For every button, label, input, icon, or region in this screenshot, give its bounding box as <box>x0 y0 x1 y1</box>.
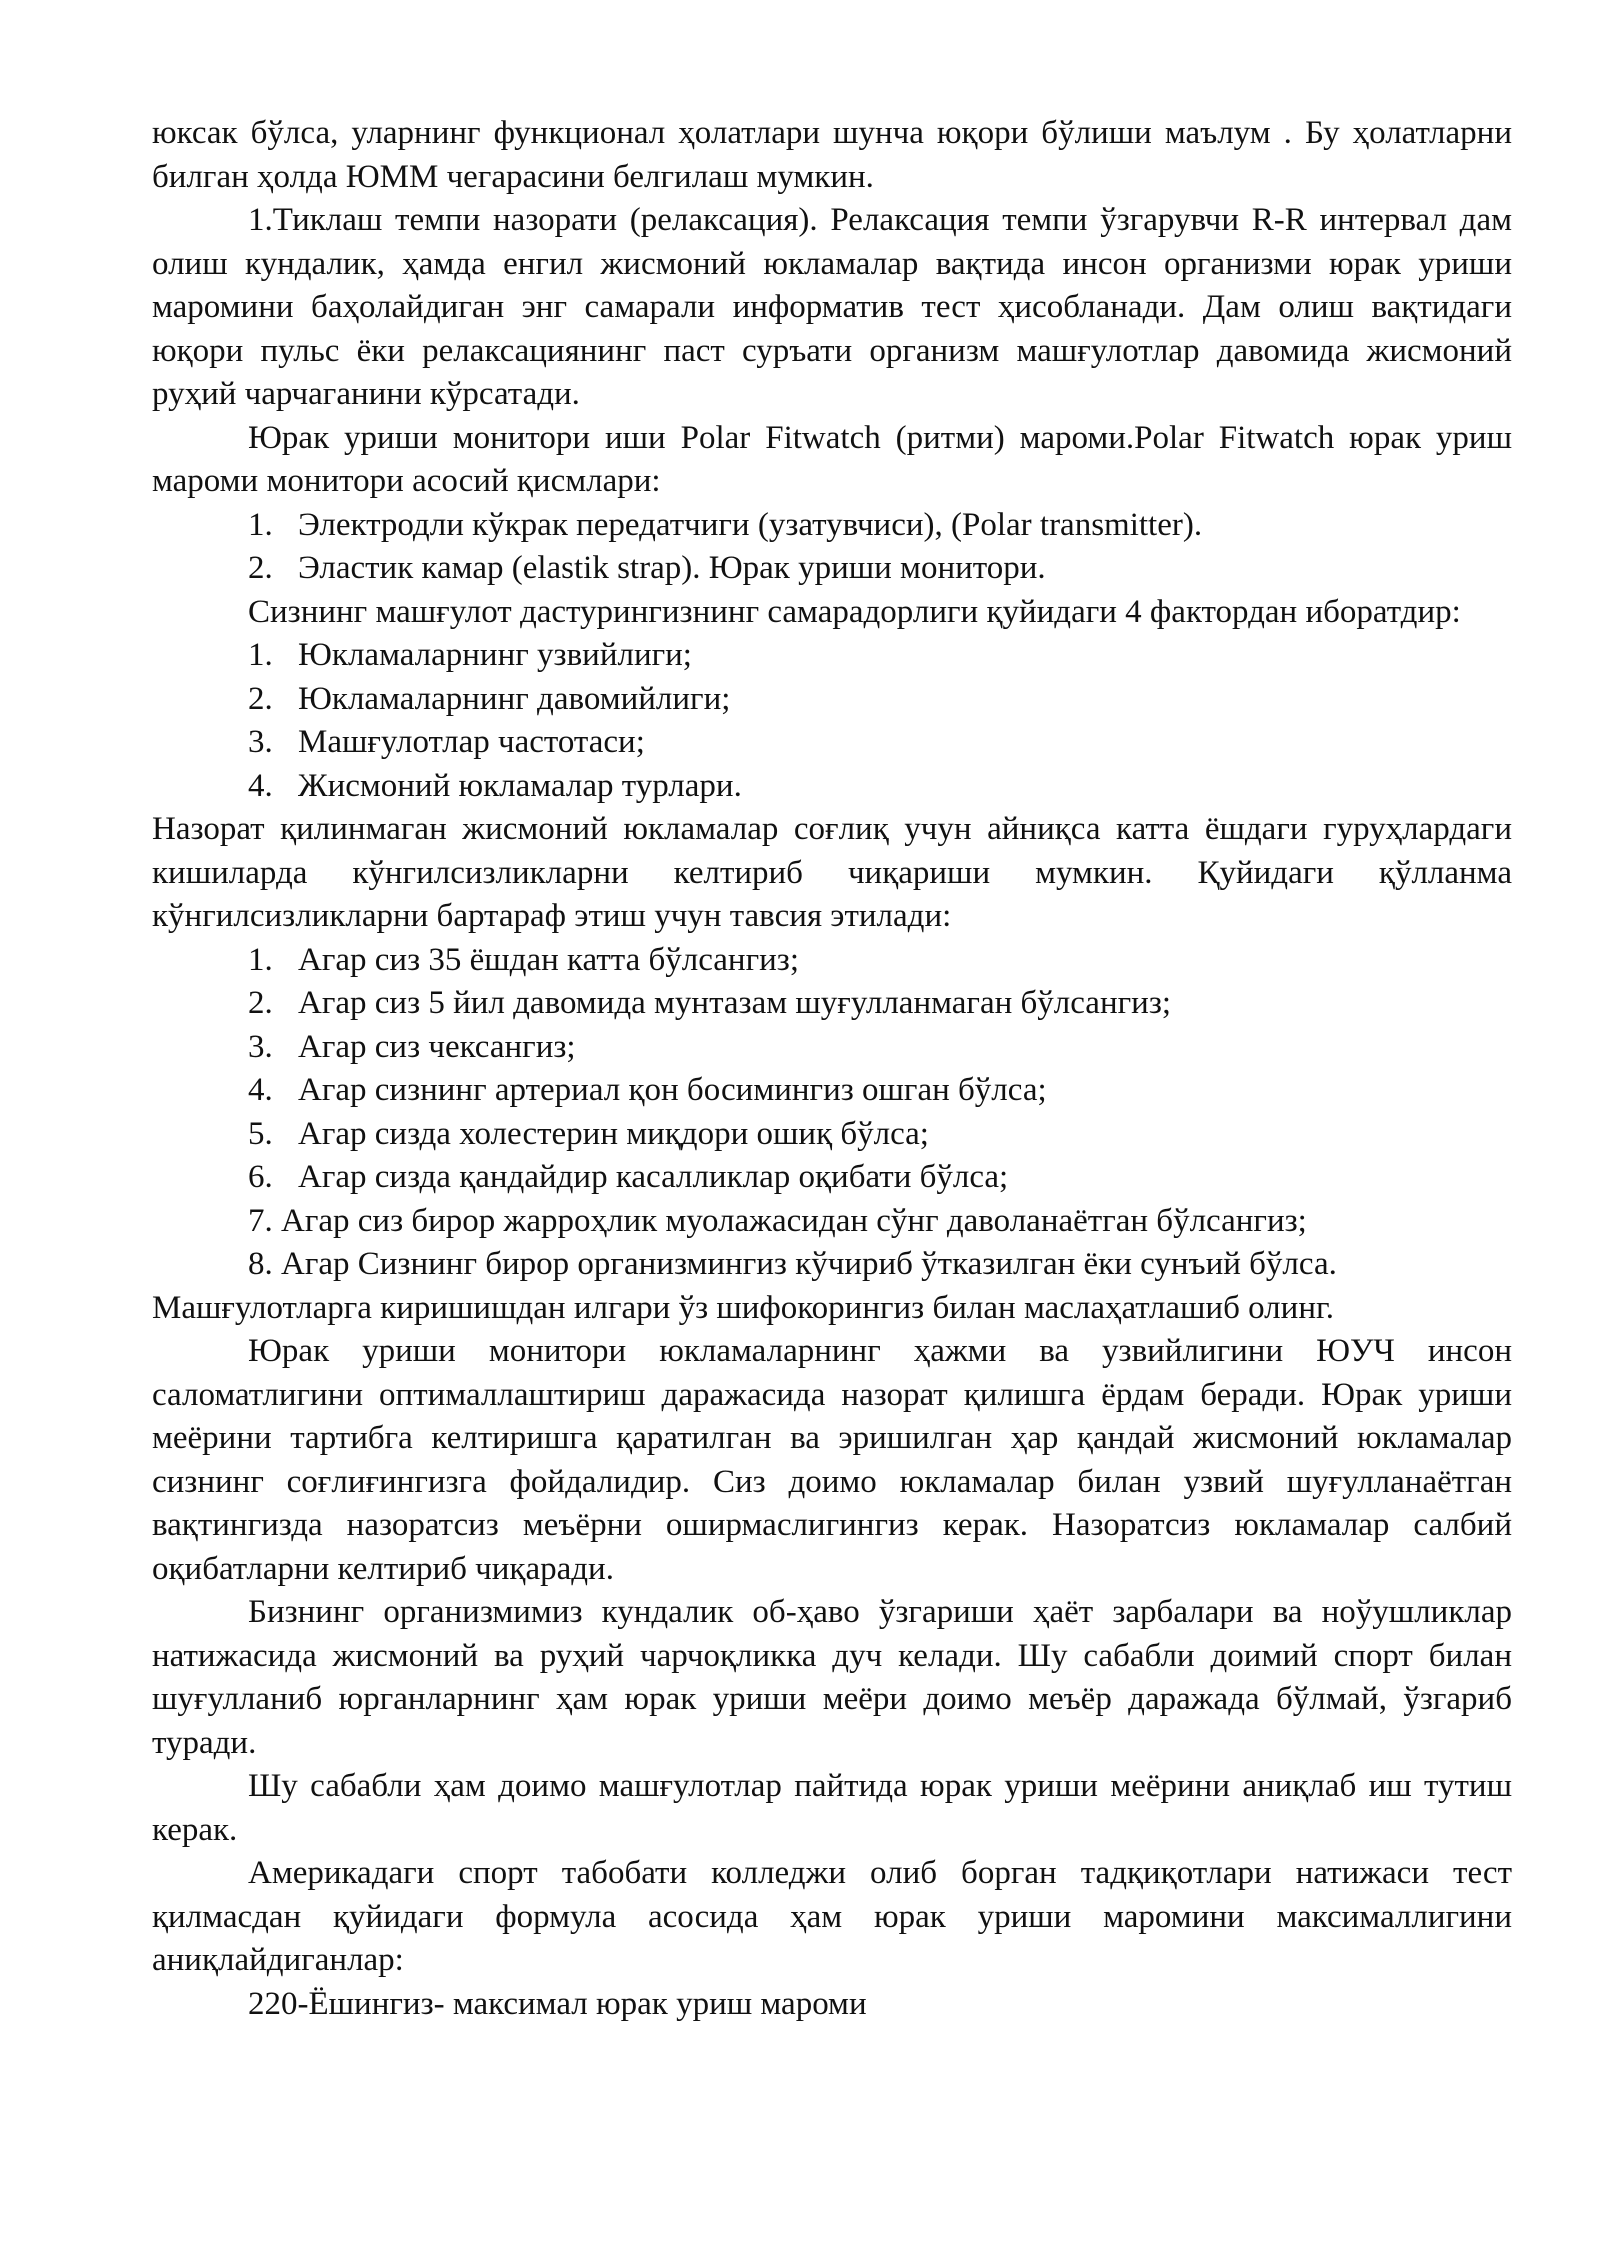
list-item: 6. Агар сизда қандайдир касалликлар оқибати бўлса; <box>248 1159 1009 1195</box>
paragraph-warning-7: 7. Агар сиз бирор жарроҳлик муолажасидан сўнг даволанаётган бўлсангиз; <box>248 1202 1307 1239</box>
list-item: 1. Электродли кўкрак передатчиги (узатувчиси), (Polar transmitter). <box>248 506 1203 543</box>
list-item: 1. Агар сиз 35 ёшдан катта бўлсангиз; <box>248 941 799 978</box>
formula-max-heart-rate: 220-Ёшингиз- максимал юрак уриш мароми <box>248 1985 867 2022</box>
list-item: 3. Машғулотлар частотаси; <box>248 724 645 760</box>
paragraph-consult-doctor: Машғулотларга киришишдан илгари ўз шифокорингиз билан маслаҳатлашиб олинг. <box>152 1289 1335 1326</box>
list-warnings <box>152 939 1512 1200</box>
list-item: 2. Юкламаларнинг давомийлиги; <box>248 680 731 717</box>
list-item: 5. Агар сизда холестерин миқдори ошиқ бўлса; <box>248 1115 929 1152</box>
paragraph-college-research: Америкадаги спорт табобати колледжи олиб борган тадқиқотлари натижаси тест қилмасдан қуйидаги формула асосида ҳам юрак уриши маромини максималлигини аниқлайдиганлар: <box>152 1855 1512 1978</box>
paragraph-monitor: Юрак уриши монитори иши Polar Fitwatch (ритми) мароми.Polar Fitwatch юрак уриш мароми монитори асосий қисмлари: <box>152 419 1512 499</box>
paragraph-measure-heart-rate: Шу сабабли ҳам доимо машғулотлар пайтида юрак уриши меёрини аниқлаб иш тутиш керак. <box>152 1768 1512 1848</box>
paragraph-organism-fatigue: Бизнинг организмимиз кундалик об-ҳаво ўзгариши ҳаёт зарбалари ва ноўушликлар натижасида жисмоний ва руҳий чарчоқликка дуч келади. Шу сабабли доимий спорт билан шуғулланиб юрганларнинг ҳам юрак уриши меёри доимо меъёр даражада бўлмай, ўзгариб туради. <box>152 1594 1512 1761</box>
document-page <box>152 112 1512 2026</box>
paragraph-1: юксак бўлса, уларнинг функционал ҳолатлари шунча юқори бўлиши маълум . Бу ҳолатларни билган ҳолда ЮММ чегарасини белгилаш мумкин. <box>152 115 1512 195</box>
list-item: 2. Эластик камар (elastik strap). Юрак уриши монитори. <box>248 550 1046 586</box>
paragraph-heart-rate-monitor: Юрак уриши монитори юкламаларнинг ҳажми ва узвийлигини ЮУЧ инсон саломатлигини оптималлаштириш даражасида назорат қилишга ёрдам беради. Юрак уриши меёрини тартибга келтиришга қаратилган ва эришилган ҳар қандай жисмоний юкламалар сизнинг соғлиғингизга фойдалидир. Сиз доимо юкламалар билан узвий шуғулланаётган вақтингизда назоратсиз меъёрни оширмаслигингиз керак. Назоратсиз юкламалар салбий оқибатларни келтириб чиқаради. <box>152 1333 1512 1587</box>
paragraph-factors: Сизнинг машғулот дастурингизнинг самарадорлиги қуйидаги 4 фактордан иборатдир: <box>248 593 1461 630</box>
list-item: 4. Агар сизнинг артериал қон босимингиз ошган бўлса; <box>248 1072 1047 1108</box>
list-item: 1. Юкламаларнинг узвийлиги; <box>248 637 692 673</box>
list-factors <box>152 634 1512 808</box>
paragraph-relaxation: 1.Тиклаш темпи назорати (релаксация). Релаксация темпи ўзгарувчи R-R интервал дам олиш кундалик, ҳамда енгил жисмоний юкламалар вақтида инсон организми юрак уриши маромини баҳолайдиган энг самарали информатив тест ҳисобланади. Дам олиш вақтидаги юқори пульс ёки релаксациянинг паст суръати организм машғулотлар давомида жисмоний руҳий чарчаганини кўрсатади. <box>152 202 1512 412</box>
list-monitor-parts <box>152 504 1512 591</box>
paragraph-uncontrolled-loads: Назорат қилинмаган жисмоний юкламалар соғлиқ учун айниқса катта ёшдаги гуруҳлардаги кишиларда кўнгилсизликларни келтириб чиқариши мумкин. Қуйидаги қўлланма кўнгилсизликларни бартараф этиш учун тавсия этилади: <box>152 811 1512 934</box>
list-item: 4. Жисмоний юкламалар турлари. <box>248 767 742 804</box>
paragraph-warning-8: 8. Агар Сизнинг бирор организмингиз кўчириб ўтказилган ёки сунъий бўлса. <box>248 1246 1337 1282</box>
list-item: 2. Агар сиз 5 йил давомида мунтазам шуғулланмаган бўлсангиз; <box>248 985 1172 1021</box>
list-item: 3. Агар сиз чексангиз; <box>248 1028 576 1065</box>
